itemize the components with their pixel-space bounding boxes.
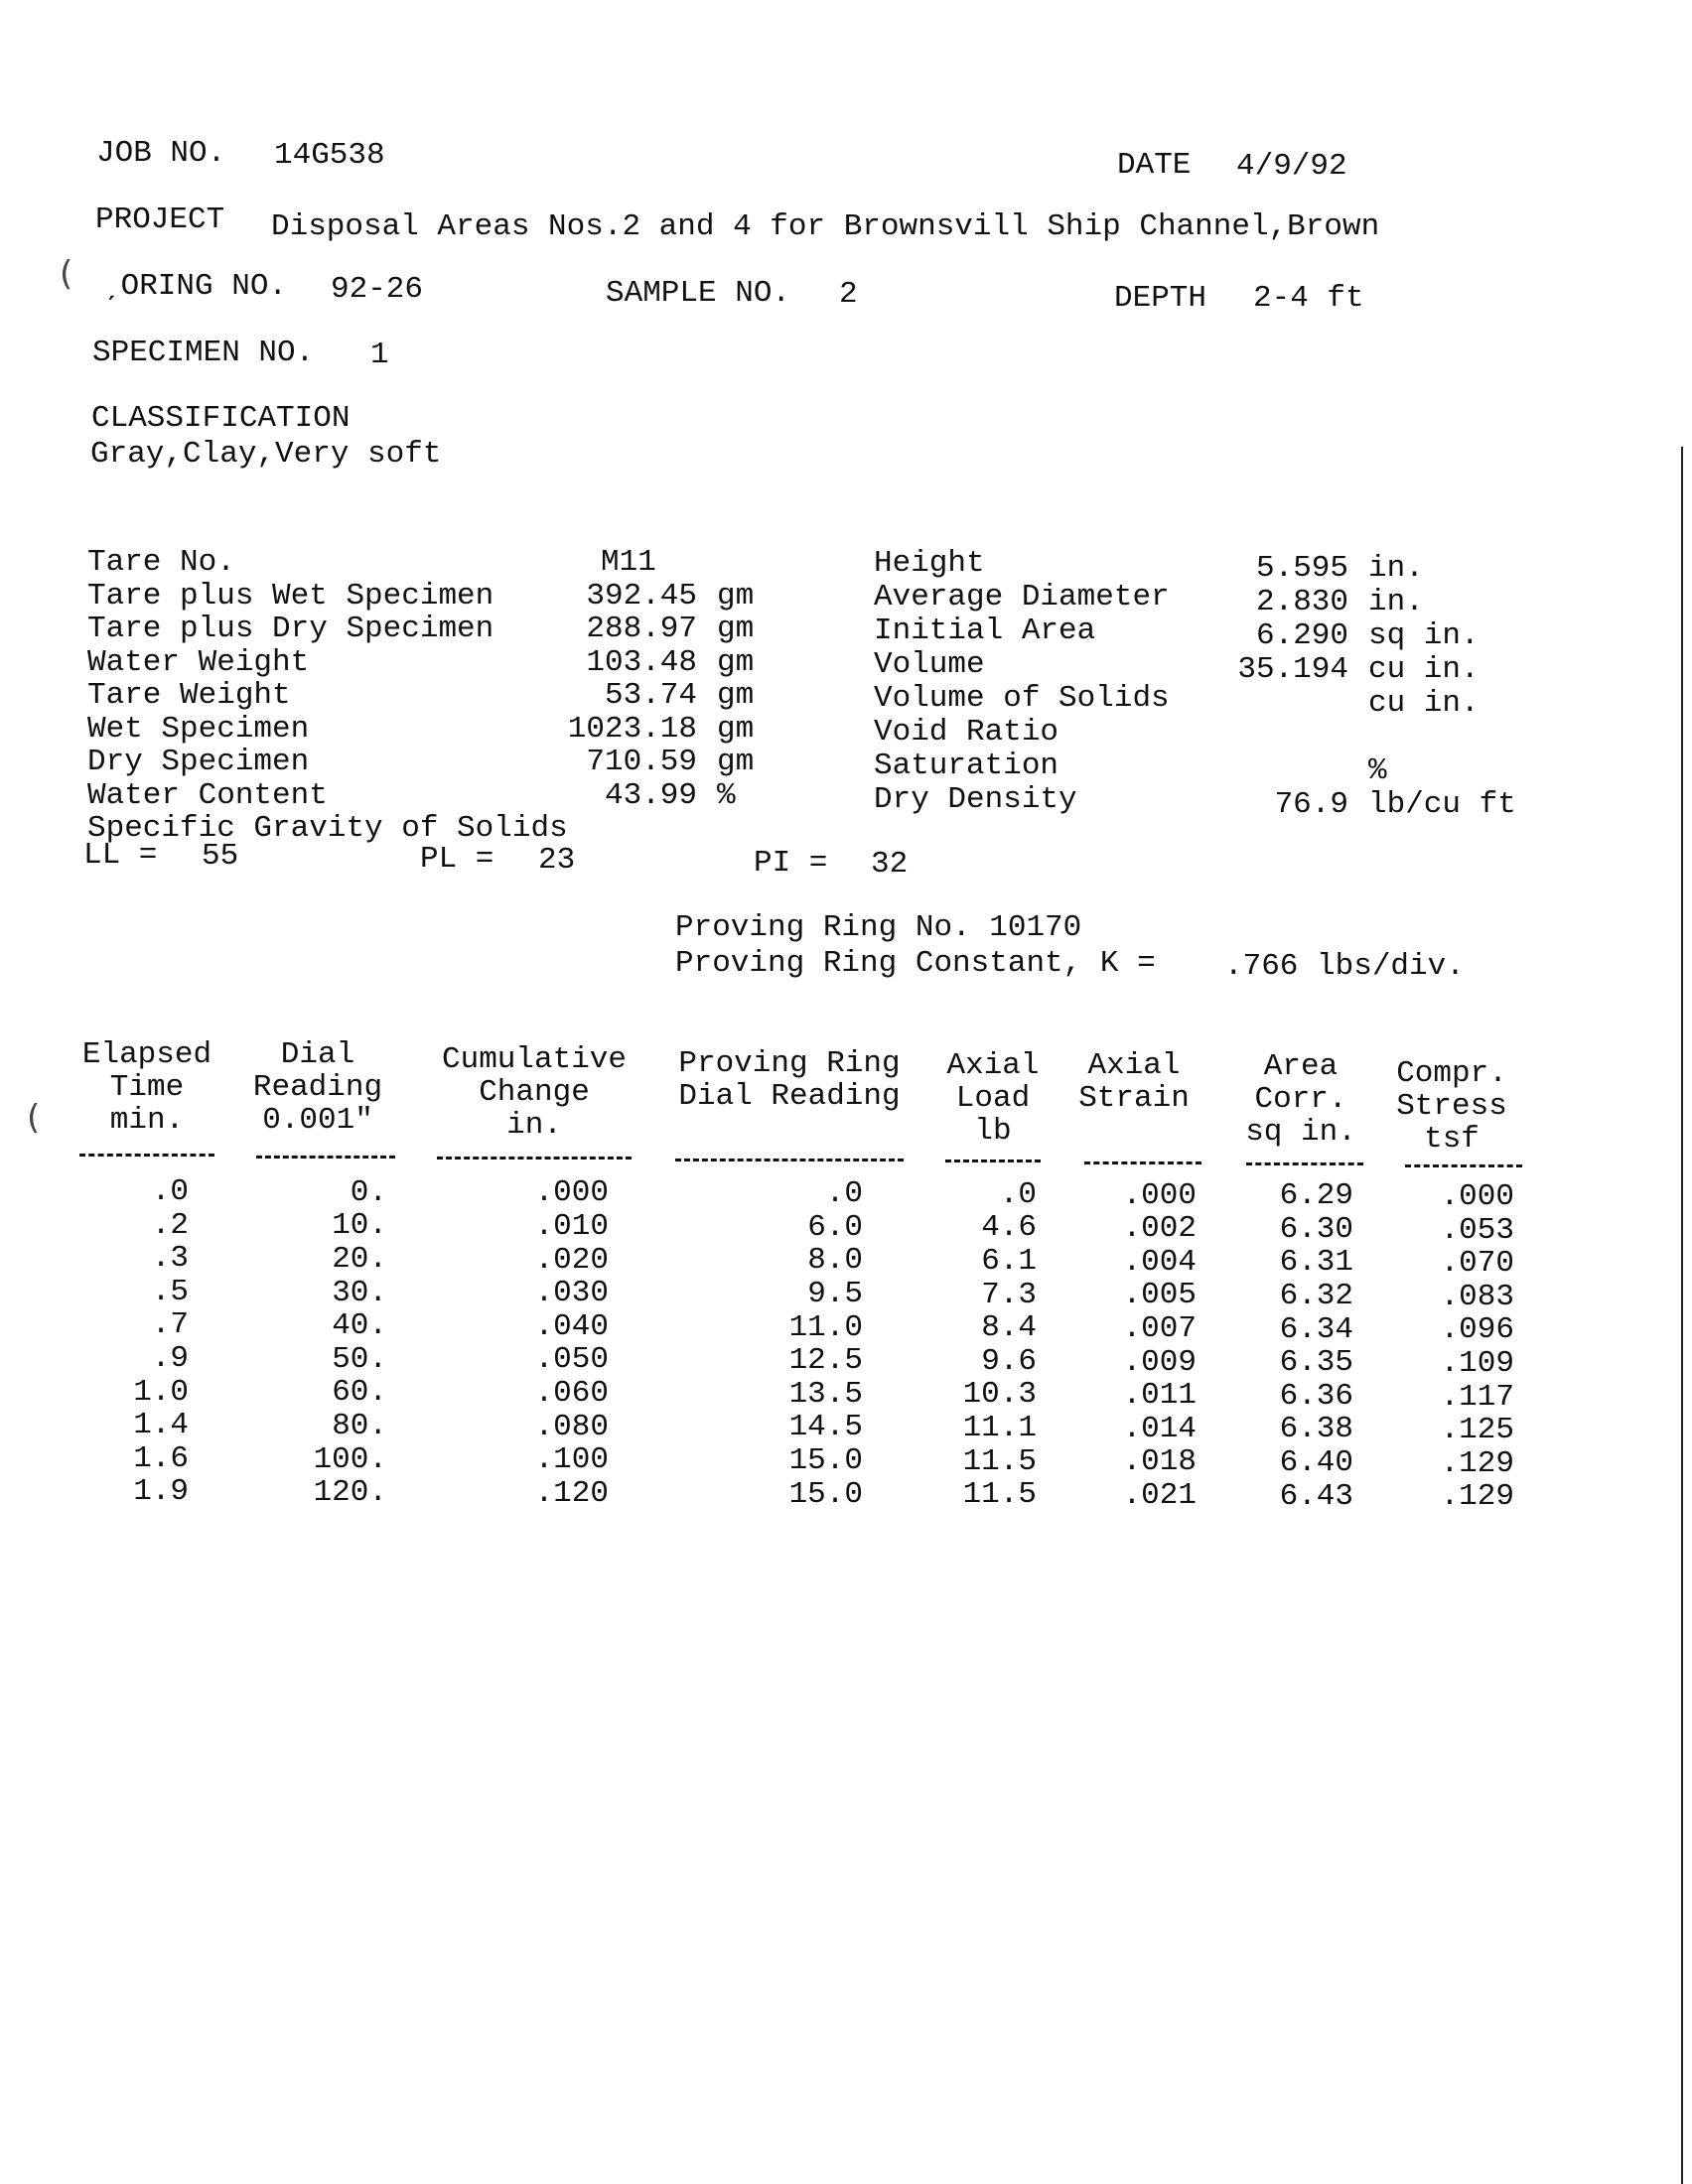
prop-value-tare-plus-wet-specimen: 392.45 <box>586 578 697 614</box>
cell-axial-load: 9.6 <box>981 1343 1037 1379</box>
prop-label-wet-specimen: Wet Specimen <box>87 711 310 747</box>
cell-area-corr: 6.29 <box>1279 1178 1353 1214</box>
depth-label: DEPTH <box>1114 281 1207 316</box>
prop-label-volume: Volume <box>874 647 985 682</box>
cell-cumulative-change: .080 <box>534 1409 609 1444</box>
cell-axial-load: 7.3 <box>981 1277 1037 1312</box>
prop-value-tare-no: M11 <box>601 545 656 580</box>
cell-cumulative-change: .000 <box>534 1175 609 1211</box>
col-header-compr-stress: Compr. Stress tsf <box>1396 1056 1507 1157</box>
prop-value-initial-area: 6.290 <box>1255 618 1348 653</box>
proving-ring-constant-value: .766 lbs/div. <box>1224 949 1465 984</box>
pl-label: PL = <box>420 842 494 877</box>
cell-area-corr: 6.36 <box>1279 1378 1353 1414</box>
cell-axial-strain: .014 <box>1122 1411 1197 1446</box>
cell-axial-load: .0 <box>999 1176 1037 1212</box>
cell-elapsed-time: .2 <box>151 1207 189 1243</box>
cell-axial-strain: .021 <box>1122 1477 1197 1513</box>
cell-axial-load: 6.1 <box>981 1244 1037 1279</box>
prop-label-dry-density: Dry Density <box>874 782 1077 817</box>
col-header-axial-strain: Axial Strain <box>1078 1048 1190 1116</box>
prop-value-dry-density: 76.9 <box>1274 787 1348 822</box>
cell-area-corr: 6.32 <box>1279 1279 1353 1313</box>
cell-cumulative-change: .020 <box>534 1242 609 1278</box>
prop-label-dry-specimen: Dry Specimen <box>87 745 310 779</box>
header-rule-area-corr <box>1246 1162 1363 1165</box>
cell-axial-load: 11.1 <box>962 1411 1037 1445</box>
cell-compr-stress: .096 <box>1440 1312 1514 1348</box>
cell-dial-reading: 10. <box>332 1208 387 1244</box>
prop-label-tare-plus-wet-specimen: Tare plus Wet Specimen <box>87 578 494 614</box>
prop-label-tare-no: Tare No. <box>87 545 235 580</box>
cell-elapsed-time: .7 <box>151 1307 189 1343</box>
prop-value-tare-weight: 53.74 <box>604 678 697 713</box>
cell-area-corr: 6.38 <box>1279 1412 1353 1447</box>
ll-label: LL = <box>83 838 158 873</box>
cell-area-corr: 6.31 <box>1279 1245 1353 1281</box>
prop-label-tare-plus-dry-specimen: Tare plus Dry Specimen <box>87 612 494 646</box>
prop-value-dry-specimen: 710.59 <box>586 745 697 779</box>
col-header-proving-ring-dial: Proving Ring Dial Reading <box>678 1046 901 1114</box>
cell-compr-stress: .129 <box>1440 1479 1514 1515</box>
date-value: 4/9/92 <box>1236 149 1347 184</box>
cell-elapsed-time: .3 <box>151 1241 189 1277</box>
prop-unit-volume-of-solids: cu in. <box>1368 686 1480 721</box>
pi-label: PI = <box>754 846 828 881</box>
prop-value-volume: 35.194 <box>1237 652 1348 687</box>
cell-dial-reading: 0. <box>350 1174 387 1210</box>
prop-unit-water-weight: gm <box>717 644 755 680</box>
cell-axial-strain: .009 <box>1122 1344 1197 1380</box>
job-label: JOB NO. <box>96 136 226 171</box>
cell-proving-ring-dial: 8.0 <box>807 1243 863 1279</box>
prop-value-wet-specimen: 1023.18 <box>567 711 697 747</box>
prop-unit-height: in. <box>1368 551 1424 586</box>
pl-value: 23 <box>538 843 576 878</box>
prop-unit-saturation: % <box>1368 753 1387 788</box>
depth-value: 2-4 ft <box>1253 281 1364 316</box>
prop-label-saturation: Saturation <box>874 749 1059 783</box>
date-label: DATE <box>1117 148 1192 183</box>
cell-dial-reading: 40. <box>332 1308 387 1344</box>
pi-value: 32 <box>871 847 909 882</box>
col-header-area-corr: Area Corr. sq in. <box>1245 1049 1356 1150</box>
cell-area-corr: 6.35 <box>1279 1345 1353 1381</box>
cell-cumulative-change: .120 <box>534 1475 609 1511</box>
cell-axial-load: 11.5 <box>962 1477 1037 1513</box>
cell-proving-ring-dial: 9.5 <box>807 1276 863 1311</box>
cell-proving-ring-dial: 15.0 <box>788 1442 863 1478</box>
prop-unit-average-diameter: in. <box>1368 585 1424 619</box>
prop-unit-tare-plus-wet-specimen: gm <box>717 578 755 614</box>
cell-dial-reading: 80. <box>332 1408 387 1443</box>
prop-unit-volume: cu in. <box>1368 652 1480 687</box>
project-label: PROJECT <box>95 203 225 237</box>
specimen-number: 1 <box>370 338 389 372</box>
header-rule-proving-ring-dial <box>675 1159 904 1161</box>
project-name: Disposal Areas Nos.2 and 4 for Brownsvill Ship Channel,Brown <box>271 209 1380 244</box>
cell-dial-reading: 60. <box>332 1375 387 1411</box>
margin-paren-mark: ( <box>60 254 73 294</box>
col-header-elapsed-time: Elapsed Time min. <box>81 1037 212 1138</box>
cell-compr-stress: .125 <box>1440 1413 1514 1448</box>
cell-proving-ring-dial: 12.5 <box>788 1343 863 1379</box>
prop-unit-initial-area: sq in. <box>1368 618 1480 653</box>
cell-area-corr: 6.34 <box>1279 1311 1353 1347</box>
proving-ring-constant-label: Proving Ring Constant, K = <box>675 946 1156 981</box>
cell-proving-ring-dial: 6.0 <box>807 1209 863 1245</box>
cell-area-corr: 6.40 <box>1279 1445 1353 1480</box>
cell-elapsed-time: .9 <box>151 1341 189 1376</box>
cell-axial-strain: .002 <box>1122 1211 1197 1247</box>
cell-compr-stress: .000 <box>1440 1178 1514 1214</box>
prop-label-void-ratio: Void Ratio <box>874 715 1059 750</box>
col-header-dial-reading: Dial Reading 0.001" <box>252 1037 383 1138</box>
cell-elapsed-time: 1.9 <box>133 1474 189 1510</box>
prop-value-tare-plus-dry-specimen: 288.97 <box>586 612 697 646</box>
cell-axial-strain: .004 <box>1122 1244 1197 1280</box>
boring-number: 92-26 <box>331 272 424 307</box>
prop-label-specific-gravity-of-solids: Specific Gravity of Solids <box>87 811 568 846</box>
header-rule-axial-strain <box>1084 1161 1201 1164</box>
prop-unit-tare-weight: gm <box>717 678 755 713</box>
cell-proving-ring-dial: 13.5 <box>788 1376 863 1412</box>
header-rule-compr-stress <box>1405 1164 1522 1167</box>
cell-compr-stress: .053 <box>1440 1212 1514 1248</box>
col-header-cumulative-change: Cumulative Change in. <box>441 1042 628 1143</box>
prop-unit-wet-specimen: gm <box>717 711 755 747</box>
cell-elapsed-time: 1.0 <box>133 1374 189 1410</box>
cell-cumulative-change: .100 <box>534 1442 609 1478</box>
proving-ring-number: Proving Ring No. 10170 <box>675 910 1082 945</box>
cell-compr-stress: .070 <box>1440 1246 1514 1282</box>
cell-axial-load: 10.3 <box>962 1377 1037 1413</box>
ll-value: 55 <box>202 839 239 874</box>
prop-label-initial-area: Initial Area <box>874 614 1096 648</box>
cell-axial-strain: .005 <box>1122 1278 1197 1313</box>
prop-value-water-content: 43.99 <box>604 777 697 813</box>
prop-unit-tare-plus-dry-specimen: gm <box>717 612 755 646</box>
classification-label: CLASSIFICATION <box>91 401 351 436</box>
header-rule-axial-load <box>945 1160 1041 1162</box>
header-rule-cumulative-change <box>437 1157 632 1160</box>
cell-proving-ring-dial: 15.0 <box>788 1476 863 1512</box>
cell-area-corr: 6.43 <box>1279 1478 1353 1514</box>
cell-compr-stress: .117 <box>1440 1379 1514 1415</box>
cell-elapsed-time: .0 <box>151 1174 189 1209</box>
header-rule-dial-reading <box>256 1156 395 1159</box>
cell-cumulative-change: .030 <box>534 1276 609 1311</box>
prop-label-water-content: Water Content <box>87 777 328 813</box>
cell-elapsed-time: 1.6 <box>133 1440 189 1476</box>
prop-label-height: Height <box>874 546 985 581</box>
prop-value-water-weight: 103.48 <box>586 644 697 680</box>
prop-value-average-diameter: 2.830 <box>1255 585 1348 619</box>
cell-axial-load: 4.6 <box>981 1210 1037 1246</box>
cell-proving-ring-dial: .0 <box>825 1176 863 1212</box>
cell-cumulative-change: .050 <box>534 1342 609 1378</box>
cell-cumulative-change: .010 <box>534 1209 609 1244</box>
prop-label-volume-of-solids: Volume of Solids <box>874 681 1170 716</box>
header-rule-elapsed-time <box>79 1154 214 1157</box>
job-number: 14G538 <box>274 138 385 173</box>
sample-label: SAMPLE NO. <box>606 276 791 311</box>
cell-dial-reading: 120. <box>313 1475 387 1511</box>
cell-axial-strain: .007 <box>1122 1310 1197 1346</box>
cell-proving-ring-dial: 14.5 <box>788 1410 863 1445</box>
cell-compr-stress: .083 <box>1440 1279 1514 1314</box>
classification-value: Gray,Clay,Very soft <box>90 437 442 472</box>
cell-dial-reading: 30. <box>332 1275 387 1310</box>
prop-unit-water-content: % <box>717 777 736 813</box>
cell-elapsed-time: 1.4 <box>133 1408 189 1443</box>
cell-dial-reading: 50. <box>332 1341 387 1377</box>
cell-compr-stress: .109 <box>1440 1345 1514 1381</box>
cell-axial-strain: .000 <box>1122 1177 1197 1213</box>
col-header-axial-load: Axial Load lb <box>946 1048 1040 1149</box>
margin-paren-mark: ( <box>27 1098 41 1138</box>
cell-cumulative-change: .040 <box>534 1308 609 1344</box>
cell-axial-load: 11.5 <box>962 1443 1037 1479</box>
specimen-label: SPECIMEN NO. <box>92 336 315 370</box>
cell-elapsed-time: .5 <box>151 1274 189 1309</box>
cell-axial-load: 8.4 <box>981 1310 1037 1346</box>
cell-axial-strain: .018 <box>1122 1444 1197 1480</box>
sample-number: 2 <box>839 277 858 312</box>
prop-label-tare-weight: Tare Weight <box>87 678 291 713</box>
cell-dial-reading: 20. <box>332 1241 387 1277</box>
cell-axial-strain: .011 <box>1122 1378 1197 1414</box>
prop-value-height: 5.595 <box>1255 551 1348 586</box>
prop-unit-dry-specimen: gm <box>717 745 755 779</box>
right-edge-line <box>1681 447 1683 2184</box>
cell-proving-ring-dial: 11.0 <box>788 1309 863 1345</box>
prop-label-water-weight: Water Weight <box>87 644 310 680</box>
cell-dial-reading: 100. <box>313 1441 387 1477</box>
cell-cumulative-change: .060 <box>534 1376 609 1411</box>
prop-unit-dry-density: lb/cu ft <box>1368 787 1516 822</box>
prop-label-average-diameter: Average Diameter <box>874 580 1170 614</box>
boring-label: ˏORING NO. <box>102 269 288 304</box>
cell-compr-stress: .129 <box>1440 1445 1514 1481</box>
cell-area-corr: 6.30 <box>1279 1211 1353 1247</box>
